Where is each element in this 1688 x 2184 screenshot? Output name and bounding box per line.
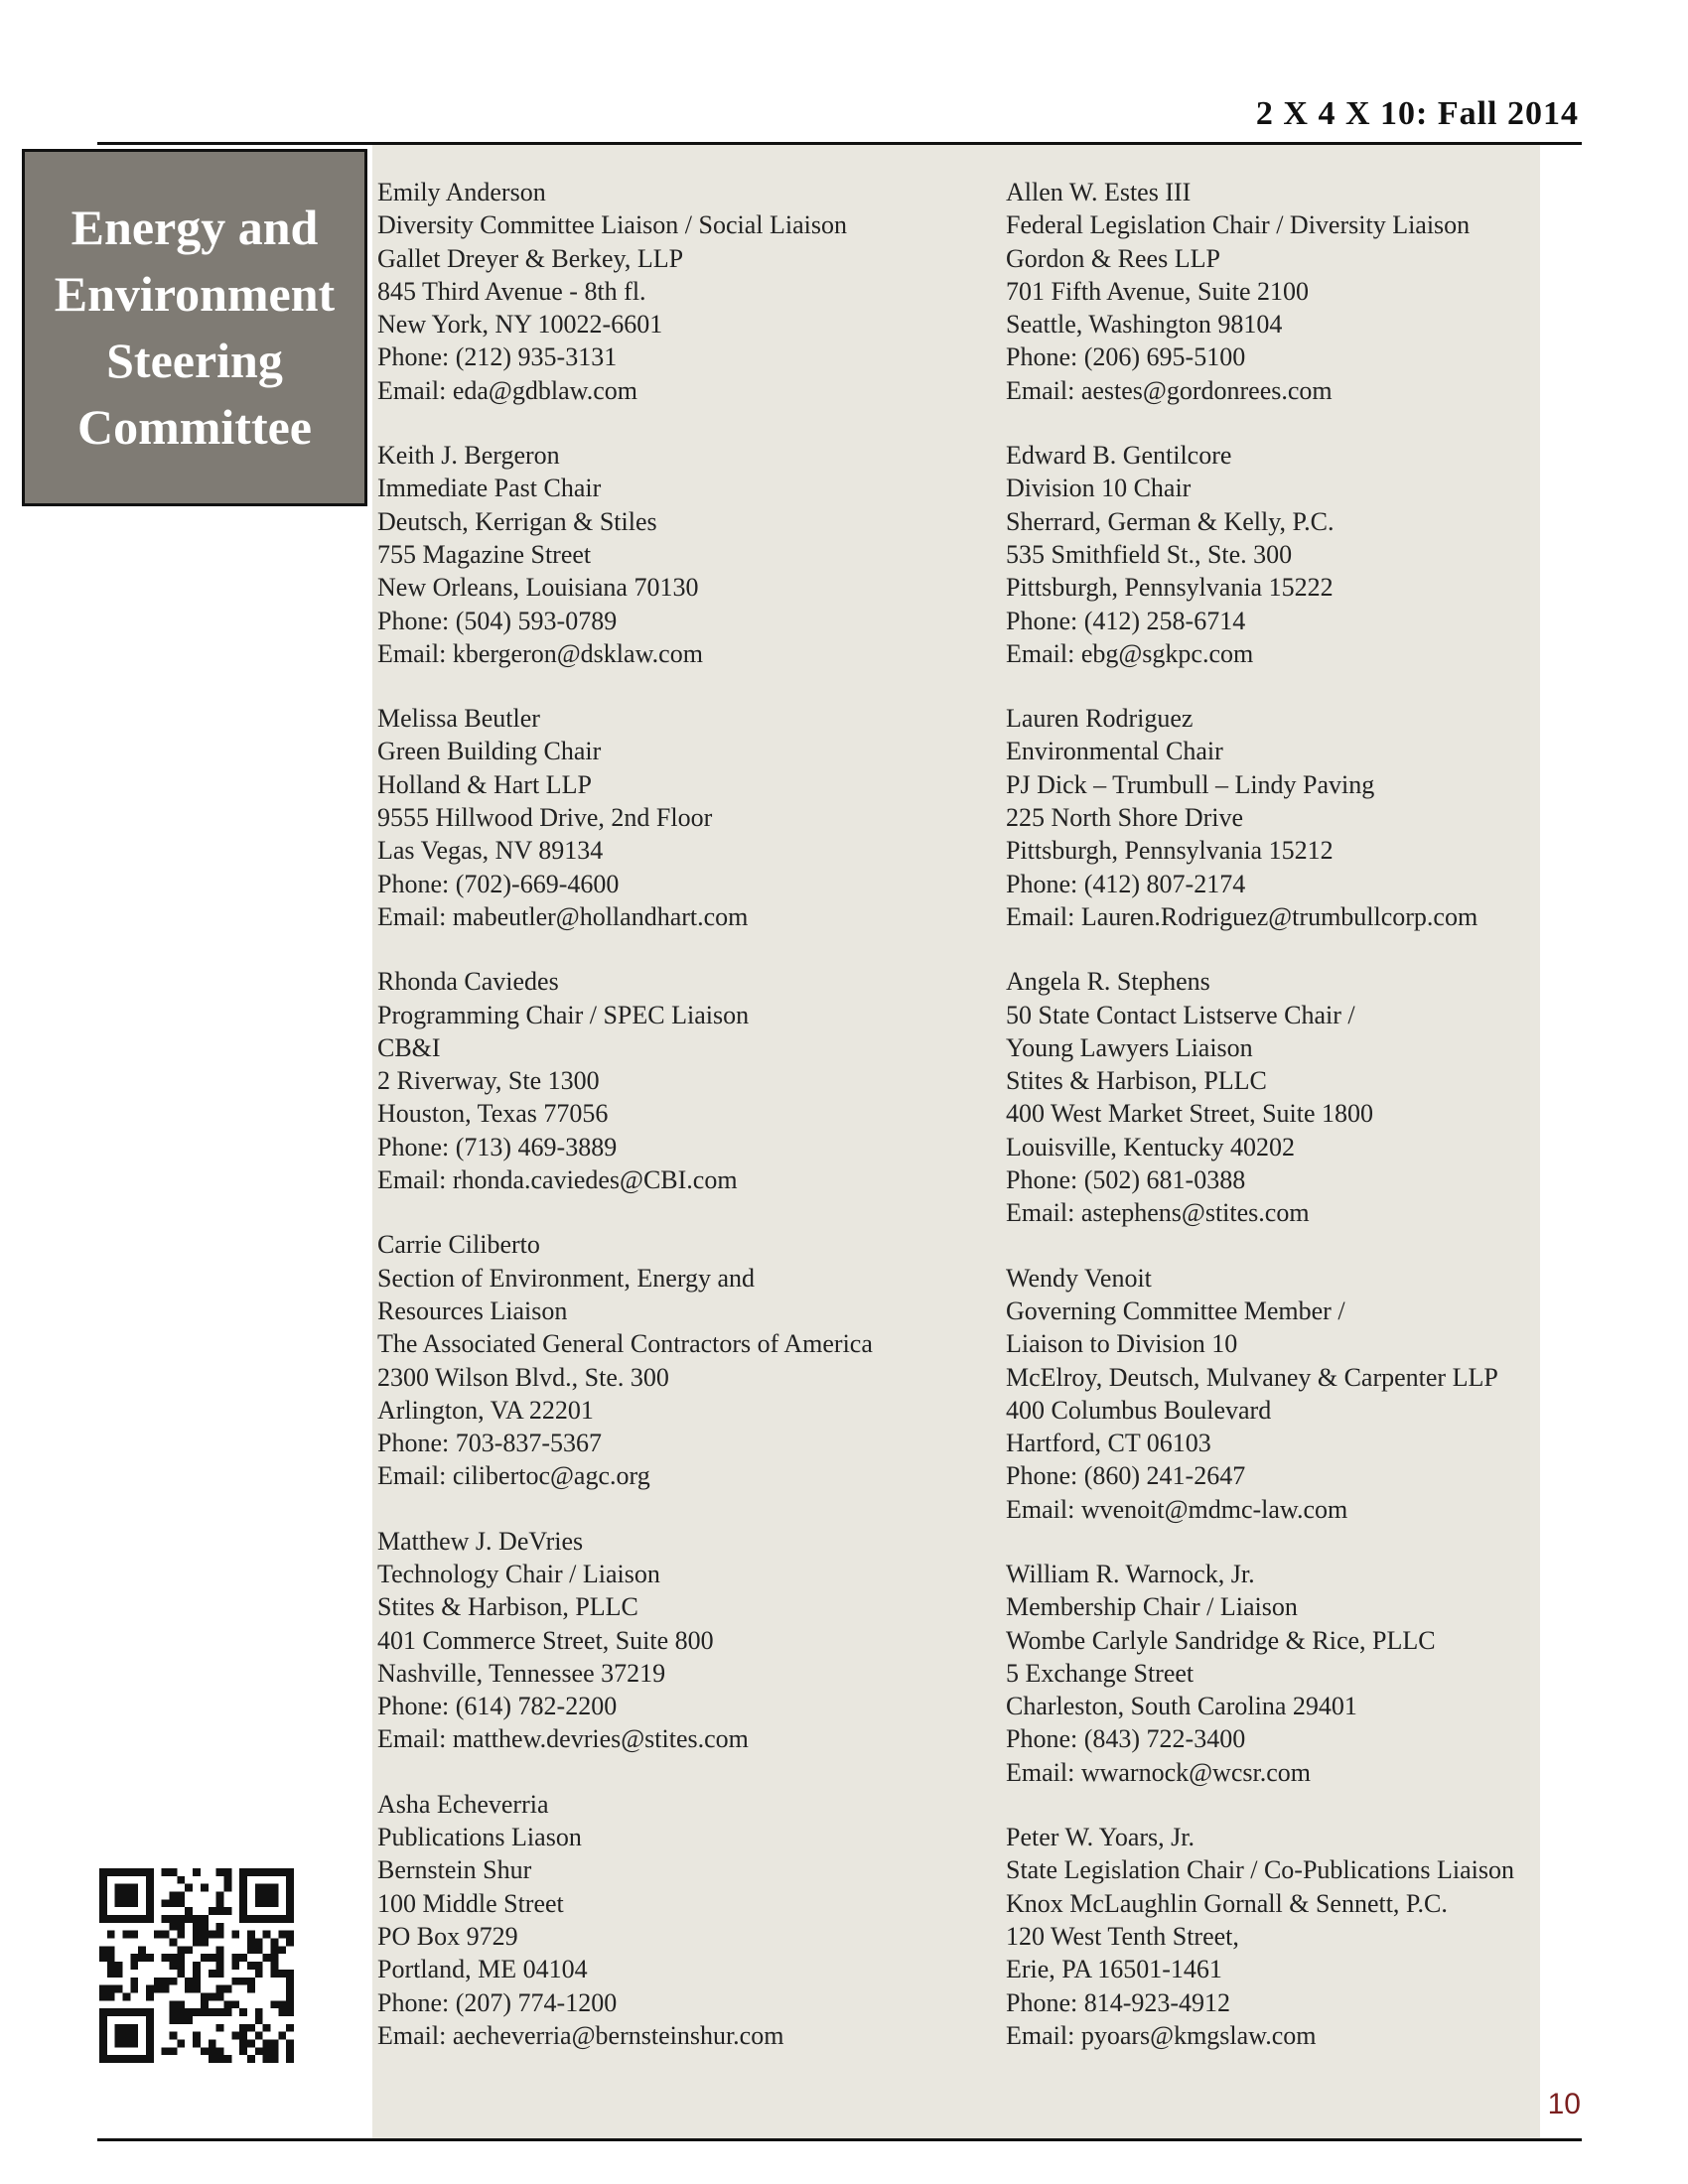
contact-name: Emily Anderson — [377, 178, 546, 206]
contact-line: Governing Committee Member / — [1006, 1296, 1345, 1325]
contact-line: Email: aestes@gordonrees.com — [1006, 375, 1333, 405]
contact-line: Technology Chair / Liaison — [377, 1559, 660, 1588]
contact-line: Charleston, South Carolina 29401 — [1006, 1692, 1357, 1721]
contact-line: Knox McLaughlin Gornall & Sennett, P.C. — [1006, 1888, 1448, 1918]
contact-entry — [1006, 702, 1631, 933]
contact-line: 2300 Wilson Blvd., Ste. 300 — [377, 1362, 669, 1392]
contact-line: Hartford, CT 06103 — [1006, 1429, 1211, 1458]
contact-line: Publications Liason — [377, 1823, 582, 1852]
contact-entry — [1006, 1821, 1631, 2052]
contact-line: Phone: 703-837-5367 — [377, 1429, 603, 1458]
contact-line: Email: pyoars@kmgslaw.com — [1006, 2020, 1317, 2050]
contact-line: Environmental Chair — [1006, 737, 1223, 766]
contact-line: Wombe Carlyle Sandridge & Rice, PLLC — [1006, 1625, 1436, 1655]
contact-line: Stites & Harbison, PLLC — [1006, 1066, 1267, 1096]
contact-line: Phone: (614) 782-2200 — [377, 1692, 618, 1721]
section-title-box — [22, 149, 367, 506]
contact-entry — [1006, 1262, 1631, 1526]
contact-line: Email: ebg@sgkpc.com — [1006, 638, 1254, 668]
contact-entry — [377, 965, 1003, 1196]
contact-line: Stites & Harbison, PLLC — [377, 1592, 638, 1622]
contact-name: William R. Warnock, Jr. — [1006, 1559, 1255, 1588]
contact-line: Erie, PA 16501-1461 — [1006, 1955, 1222, 1984]
contact-entry — [1006, 965, 1631, 1229]
contact-line: Email: eda@gdblaw.com — [377, 375, 637, 405]
contact-line: Nashville, Tennessee 37219 — [377, 1658, 666, 1688]
contact-line: Phone: (212) 935-3131 — [377, 342, 618, 372]
contact-line: Division 10 Chair — [1006, 474, 1192, 503]
contact-line: Programming Chair / SPEC Liaison — [377, 1000, 750, 1029]
contact-line: Seattle, Washington 98104 — [1006, 310, 1283, 340]
contact-line: Membership Chair / Liaison — [1006, 1592, 1298, 1622]
contact-line: Email: wvenoit@mdmc-law.com — [1006, 1494, 1348, 1524]
contact-line: PO Box 9729 — [377, 1921, 518, 1951]
contact-line: Email: aecheverria@bernsteinshur.com — [377, 2020, 784, 2050]
directory-column-left — [377, 176, 1003, 2084]
contact-line: Email: cilibertoc@agc.org — [377, 1461, 650, 1491]
contact-entry — [377, 702, 1003, 933]
contact-line: 120 West Tenth Street, — [1006, 1921, 1239, 1951]
qr-code-graphic — [99, 1868, 294, 2063]
contact-name: Edward B. Gentilcore — [1006, 441, 1232, 471]
contact-name: Melissa Beutler — [377, 704, 540, 734]
contact-line: Young Lawyers Liaison — [1006, 1032, 1253, 1062]
contact-line: Resources Liaison — [377, 1296, 568, 1325]
contact-name: Matthew J. DeVries — [377, 1526, 584, 1556]
contact-line: 401 Commerce Street, Suite 800 — [377, 1625, 714, 1655]
contact-line: Phone: (412) 807-2174 — [1006, 869, 1246, 898]
contact-name: Lauren Rodriguez — [1006, 704, 1194, 734]
contact-line: Email: wwarnock@wcsr.com — [1006, 1757, 1311, 1787]
contact-line: Gordon & Rees LLP — [1006, 243, 1220, 273]
contact-name: Keith J. Bergeron — [377, 441, 560, 471]
contact-name: Rhonda Caviedes — [377, 967, 559, 997]
contact-entry — [1006, 439, 1631, 670]
contact-line: Gallet Dreyer & Berkey, LLP — [377, 243, 684, 273]
bottom-rule — [97, 2138, 1582, 2141]
newsletter-header-title: 2 X 4 X 10: Fall 2014 — [1255, 95, 1579, 132]
contact-line: Email: matthew.devries@stites.com — [377, 1724, 749, 1754]
contact-line: 400 West Market Street, Suite 1800 — [1006, 1099, 1374, 1129]
contact-line: Phone: (207) 774-1200 — [377, 1987, 618, 2017]
contact-line: Phone: 814-923-4912 — [1006, 1987, 1231, 2017]
contact-line: Section of Environment, Energy and — [377, 1263, 756, 1293]
contact-line: Phone: (504) 593-0789 — [377, 606, 618, 635]
contact-line: 535 Smithfield St., Ste. 300 — [1006, 539, 1293, 569]
contact-line: 5 Exchange Street — [1006, 1658, 1195, 1688]
contact-line: Green Building Chair — [377, 737, 602, 766]
contact-line: 400 Columbus Boulevard — [1006, 1395, 1272, 1425]
contact-line: Federal Legislation Chair / Diversity Liaison — [1006, 210, 1471, 240]
contact-line: Phone: (206) 695-5100 — [1006, 342, 1246, 372]
contact-line: Holland & Hart LLP — [377, 769, 592, 799]
contact-name: Carrie Ciliberto — [377, 1230, 540, 1260]
qr-code-icon — [99, 1868, 294, 2063]
page-number: 10 — [1547, 2088, 1581, 2120]
contact-line: CB&I — [377, 1032, 441, 1062]
contact-line: Email: rhonda.caviedes@CBI.com — [377, 1165, 738, 1195]
contact-entry — [377, 439, 1003, 670]
contact-name: Wendy Venoit — [1006, 1263, 1152, 1293]
contact-line: Pittsburgh, Pennsylvania 15222 — [1006, 573, 1334, 603]
contact-name: Angela R. Stephens — [1006, 967, 1210, 997]
contact-line: McElroy, Deutsch, Mulvaney & Carpenter LLP — [1006, 1362, 1498, 1392]
contact-line: Bernstein Shur — [377, 1855, 532, 1885]
contact-line: Deutsch, Kerrigan & Stiles — [377, 506, 657, 536]
contact-line: The Associated General Contractors of America — [377, 1329, 873, 1359]
section-title: Energy and Environment Steering Committee — [54, 200, 336, 455]
contact-line: Sherrard, German & Kelly, P.C. — [1006, 506, 1335, 536]
contact-line: 2 Riverway, Ste 1300 — [377, 1066, 600, 1096]
contact-line: Email: kbergeron@dsklaw.com — [377, 638, 703, 668]
contact-name: Peter W. Yoars, Jr. — [1006, 1823, 1195, 1852]
contact-line: Phone: (412) 258-6714 — [1006, 606, 1246, 635]
contact-line: Phone: (702)-669-4600 — [377, 869, 620, 898]
contact-line: State Legislation Chair / Co-Publications Liaison — [1006, 1855, 1514, 1885]
contact-entry — [377, 1525, 1003, 1756]
contact-line: Pittsburgh, Pennsylvania 15212 — [1006, 836, 1334, 866]
contact-line: Phone: (502) 681-0388 — [1006, 1165, 1246, 1195]
contact-entry — [377, 176, 1003, 407]
contact-line: Diversity Committee Liaison / Social Liaison — [377, 210, 847, 240]
contact-line: 755 Magazine Street — [377, 539, 592, 569]
contact-line: Immediate Past Chair — [377, 474, 602, 503]
contact-line: 100 Middle Street — [377, 1888, 564, 1918]
contact-line: Las Vegas, NV 89134 — [377, 836, 604, 866]
contact-line: 845 Third Avenue - 8th fl. — [377, 276, 646, 306]
contact-line: PJ Dick – Trumbull – Lindy Paving — [1006, 769, 1375, 799]
contact-entry — [1006, 176, 1631, 407]
contact-line: New York, NY 10022-6601 — [377, 310, 663, 340]
contact-line: New Orleans, Louisiana 70130 — [377, 573, 699, 603]
contact-line: Arlington, VA 22201 — [377, 1395, 594, 1425]
contact-line: Phone: (860) 241-2647 — [1006, 1461, 1246, 1491]
directory-column-right — [1006, 176, 1631, 2084]
contact-entry — [377, 1228, 1003, 1492]
contact-line: Email: astephens@stites.com — [1006, 1198, 1310, 1228]
contact-line: Louisville, Kentucky 40202 — [1006, 1132, 1296, 1161]
contact-line: 9555 Hillwood Drive, 2nd Floor — [377, 803, 713, 833]
contact-line: 50 State Contact Listserve Chair / — [1006, 1000, 1355, 1029]
contact-line: Email: mabeutler@hollandhart.com — [377, 901, 749, 931]
contact-line: Portland, ME 04104 — [377, 1955, 588, 1984]
contact-line: Houston, Texas 77056 — [377, 1099, 609, 1129]
contact-line: Phone: (843) 722-3400 — [1006, 1724, 1246, 1754]
contact-line: Email: Lauren.Rodriguez@trumbullcorp.com — [1006, 901, 1478, 931]
contact-line: Phone: (713) 469-3889 — [377, 1132, 618, 1161]
contact-name: Asha Echeverria — [377, 1789, 549, 1819]
contact-entry — [377, 1788, 1003, 2052]
contact-line: 701 Fifth Avenue, Suite 2100 — [1006, 276, 1310, 306]
contact-line: 225 North Shore Drive — [1006, 803, 1244, 833]
contact-name: Allen W. Estes III — [1006, 178, 1192, 206]
contact-entry — [1006, 1558, 1631, 1789]
contact-line: Liaison to Division 10 — [1006, 1329, 1238, 1359]
